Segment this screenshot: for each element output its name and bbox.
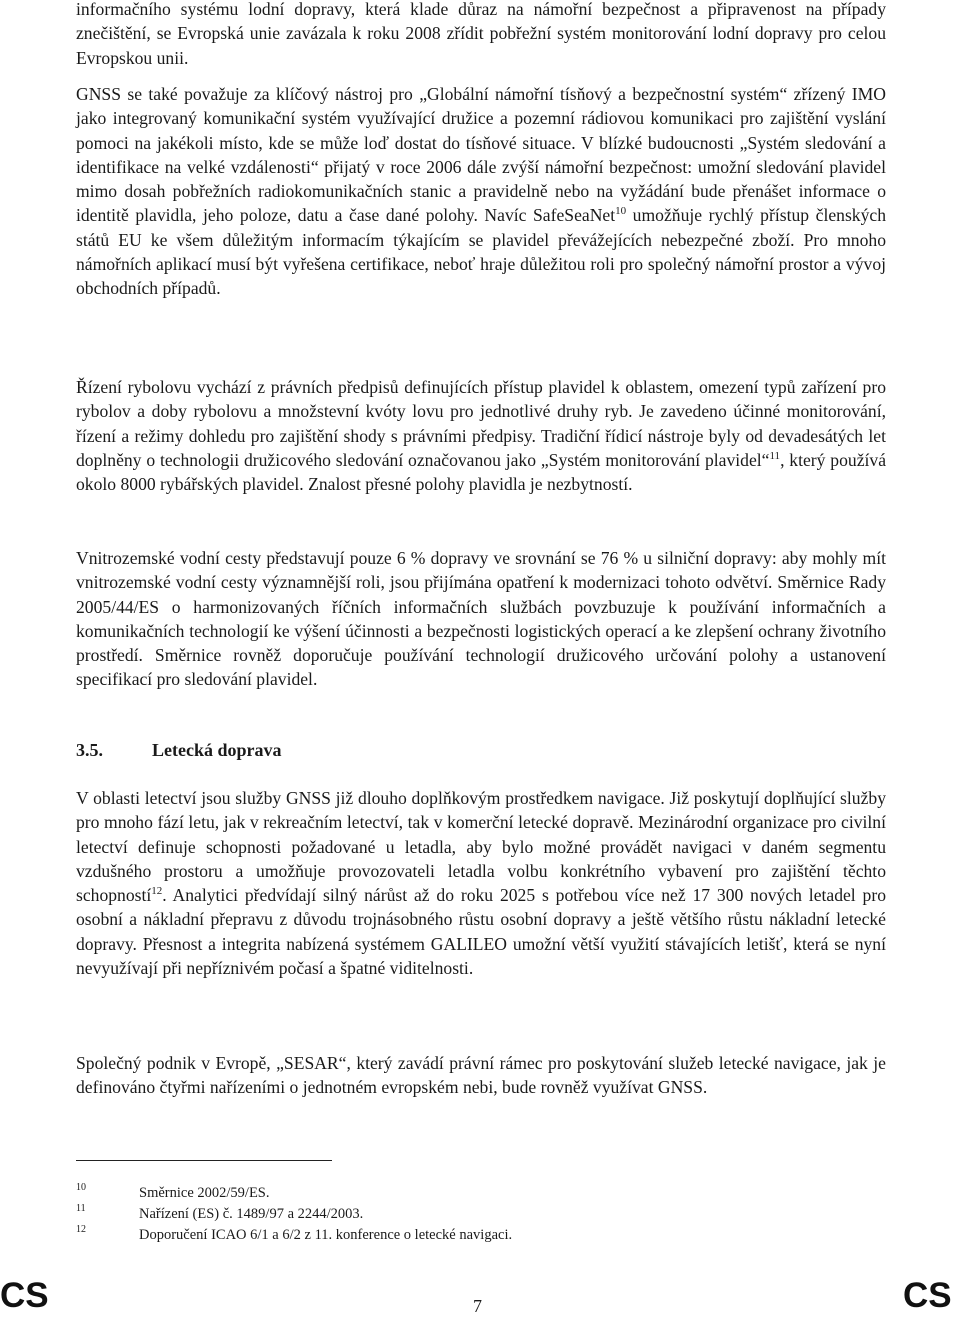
page-number: 7 — [473, 1296, 482, 1316]
section-number: 3.5. — [76, 740, 103, 760]
paragraph-text: informačního systému lodní dopravy, která klade důraz na námořní bezpečnost a připravenost na případy znečištění, se Evropská unie zavázala k roku 2008 zřídit pobřežní systém monitorování lodní dopravy pro celou Evropskou unii. — [76, 0, 886, 68]
footnote-separator — [76, 1160, 332, 1161]
footnote-text: Nařízení (ES) č. 1489/97 a 2244/2003. — [139, 1206, 364, 1222]
paragraph-gnss-maritime-safety — [76, 82, 886, 301]
footnote-item — [76, 1204, 886, 1225]
language-code-right: CS — [903, 1276, 952, 1315]
paragraph-text: GNSS se také považuje za klíčový nástroj pro „Globální námořní tísňový a bezpečnostní systém“ zřízený IMO jako integrovaný komunikační systém využívající družice a pozemní rádiovou komunikaci pro zajištění vyslání pomoci na jakékoli místo, kde se může loď dostat do tísňové situace. V blízké budoucnosti „Systém sledování a identifikace na velké vzdálenosti“ přijatý v roce 2006 dále zvýší námořní bezpečnost: umožní sledování plavidel mimo dosah pobřežních radiokomunikačních stanic a pravidelně nebo na vyžádání bude přenášet informace o identitě plavidla, jeho poloze, datu a čase dané polohy. Navíc SafeSeaNet — [76, 84, 886, 226]
paragraph-maritime-monitoring — [76, 0, 886, 70]
paragraph-aviation — [76, 786, 886, 980]
footnote-item — [76, 1183, 886, 1204]
paragraph-text: Vnitrozemské vodní cesty představují pouze 6 % dopravy ve srovnání se 76 % u silniční dopravy: aby mohly mít vnitrozemské vodní cesty významnější roli, jsou přijímána opatření k modernizaci tohoto odvětví. Směrnice Rady 2005/44/ES o harmonizovaných říčních informačních službách povzbuzuje k používání informačních a komunikačních technologií ke výšení účinnosti a bezpečnosti logistických operací a ke zlepšení ochrany životního prostředí. Směrnice rovněž doporučuje používání technologií družicového určování polohy a ustanovení specifikací pro sledování plavidel. — [76, 548, 886, 690]
footnote-reference: 10 — [615, 205, 627, 218]
footnote-number: 10 — [76, 1182, 86, 1193]
footnote-number: 11 — [76, 1203, 86, 1214]
language-code-left: CS — [0, 1276, 49, 1315]
footnote-reference: 12 — [151, 885, 163, 898]
footnote-text: Směrnice 2002/59/ES. — [139, 1185, 270, 1201]
paragraph-sesar — [76, 1051, 886, 1100]
paragraph-fisheries — [76, 375, 886, 496]
section-heading — [76, 740, 282, 761]
footnote-item — [76, 1225, 886, 1246]
paragraph-inland-waterways — [76, 546, 886, 692]
paragraph-text: V oblasti letectví jsou služby GNSS již dlouho doplňkovým prostředkem navigace. Již poskytují doplňující služby pro mnoho fází letu, jak v rekreačním letectví, tak v komerční letecké dopravě. Mezinárodní organizace pro civilní letectví definuje schopnosti požadované u letadla, aby bylo možné provádět navigaci v daném segmentu vzdušného prostoru a umožňuje provozovateli letadla volbu konkrétního vybavení pro zajištění těchto schopností — [76, 788, 886, 906]
footnotes — [76, 1183, 886, 1246]
paragraph-text: . Analytici předvídají silný nárůst až do roku 2025 s potřebou více než 17 300 nových letadel pro osobní a nákladní přepravu z důvodu trojnásobného růstu osobní dopravy a ještě většího růstu nákladní letecké dopravy. Přesnost a integrita nabízená systémem GALILEO umožní větší využití stávajících letišť, která se nyní nevyužívají při nepříznivém počasí a špatné viditelnosti. — [76, 885, 886, 979]
paragraph-text: Řízení rybolovu vychází z právních předpisů definujících přístup plavidel k oblastem, omezení typů zařízení pro rybolov a doby rybolovu a množstevní kvóty lovu pro jednotlivé druhy ryb. Je zavedeno účinné monitorování, řízení a režimy dohledu pro zajištění shody s právními předpisy. Tradiční řídicí nástroje byly od devadesátých let doplněny o technologii družicového sledování označovanou jako „Systém monitorování plavidel“ — [76, 377, 886, 470]
footnote-reference: 11 — [769, 449, 781, 462]
paragraph-text: Společný podnik v Evropě, „SESAR“, který zavádí právní rámec pro poskytování služeb letecké navigace, jak je definováno čtyřmi nařízeními o jednotném evropském nebi, bude rovněž využívat GNSS. — [76, 1053, 886, 1098]
footnote-number: 12 — [76, 1224, 86, 1235]
paragraph-text: , který používá okolo 8000 rybářských plavidel. Znalost přesné polohy plavidla je nezbytností. — [76, 449, 887, 495]
footnote-text: Doporučení ICAO 6/1 a 6/2 z 11. konference o letecké navigaci. — [139, 1227, 513, 1243]
section-title: Letecká doprava — [152, 740, 282, 760]
paragraph-text: umožňuje rychlý přístup členských států EU ke všem důležitým informacím týkajícím se plavidel převážejících nebezpečné zboží. Pro mnoho námořních aplikací musí být vyřešena certifikace, neboť hraje důležitou roli pro společný námořní prostor a vývoj obchodních případů. — [76, 205, 886, 299]
